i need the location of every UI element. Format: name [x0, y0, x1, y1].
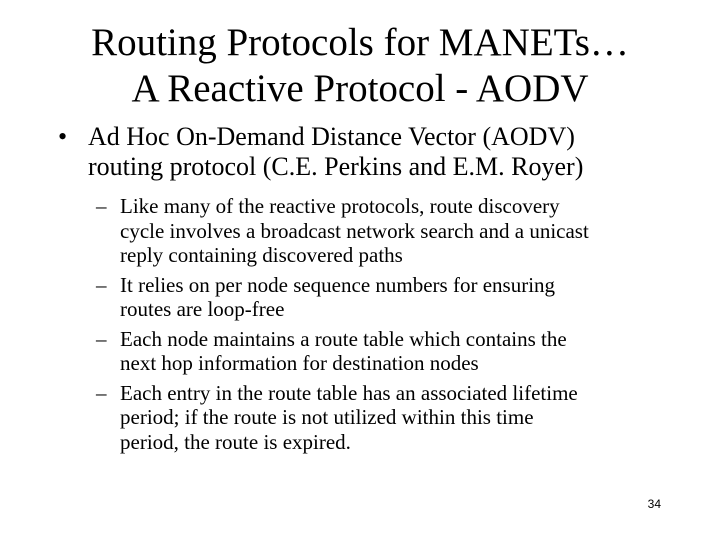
sub-bullet-line: routes are loop-free — [120, 297, 285, 321]
dash-marker: – — [96, 194, 107, 218]
sub-bullet-list — [96, 194, 698, 454]
sub-bullet-line: Like many of the reactive protocols, route discovery — [120, 194, 560, 218]
sub-bullet-line: Each entry in the route table has an associated lifetime — [120, 380, 578, 405]
sub-bullet-line: Each node maintains a route table which contains the — [120, 326, 567, 351]
bullet-line-2: routing protocol (C.E. Perkins and E.M. Royer) — [88, 152, 584, 181]
sub-bullet-line: next hop information for destination nodes — [120, 351, 479, 375]
dash-marker: – — [96, 272, 107, 297]
sub-bullet-line: period; if the route is not utilized within this time — [120, 405, 534, 429]
sub-bullet-sequence-numbers — [96, 273, 660, 322]
bullet-list — [58, 122, 698, 459]
bullet-line-1: Ad Hoc On-Demand Distance Vector (AODV) — [88, 122, 575, 151]
sub-bullet-line: period, the route is expired. — [120, 429, 351, 454]
title-line-2: A Reactive Protocol - AODV — [131, 67, 589, 110]
title-line-1: Routing Protocols for MANETs… — [91, 21, 629, 64]
sub-bullet-line: It relies on per node sequence numbers for ensuring — [120, 272, 556, 297]
slide-title — [40, 20, 680, 112]
bullet-item-aodv — [58, 122, 698, 182]
sub-bullet-line: reply containing discovered paths — [120, 243, 403, 267]
dash-marker: – — [96, 326, 107, 351]
sub-bullet-route-discovery — [96, 194, 660, 268]
bullet-marker: • — [58, 122, 68, 151]
dash-marker: – — [96, 380, 107, 405]
sub-bullet-line: cycle involves a broadcast network search and a unicast — [120, 218, 589, 243]
sub-bullet-route-table — [96, 327, 660, 376]
page-number: 34 — [647, 497, 661, 511]
sub-bullet-lifetime — [96, 381, 660, 455]
